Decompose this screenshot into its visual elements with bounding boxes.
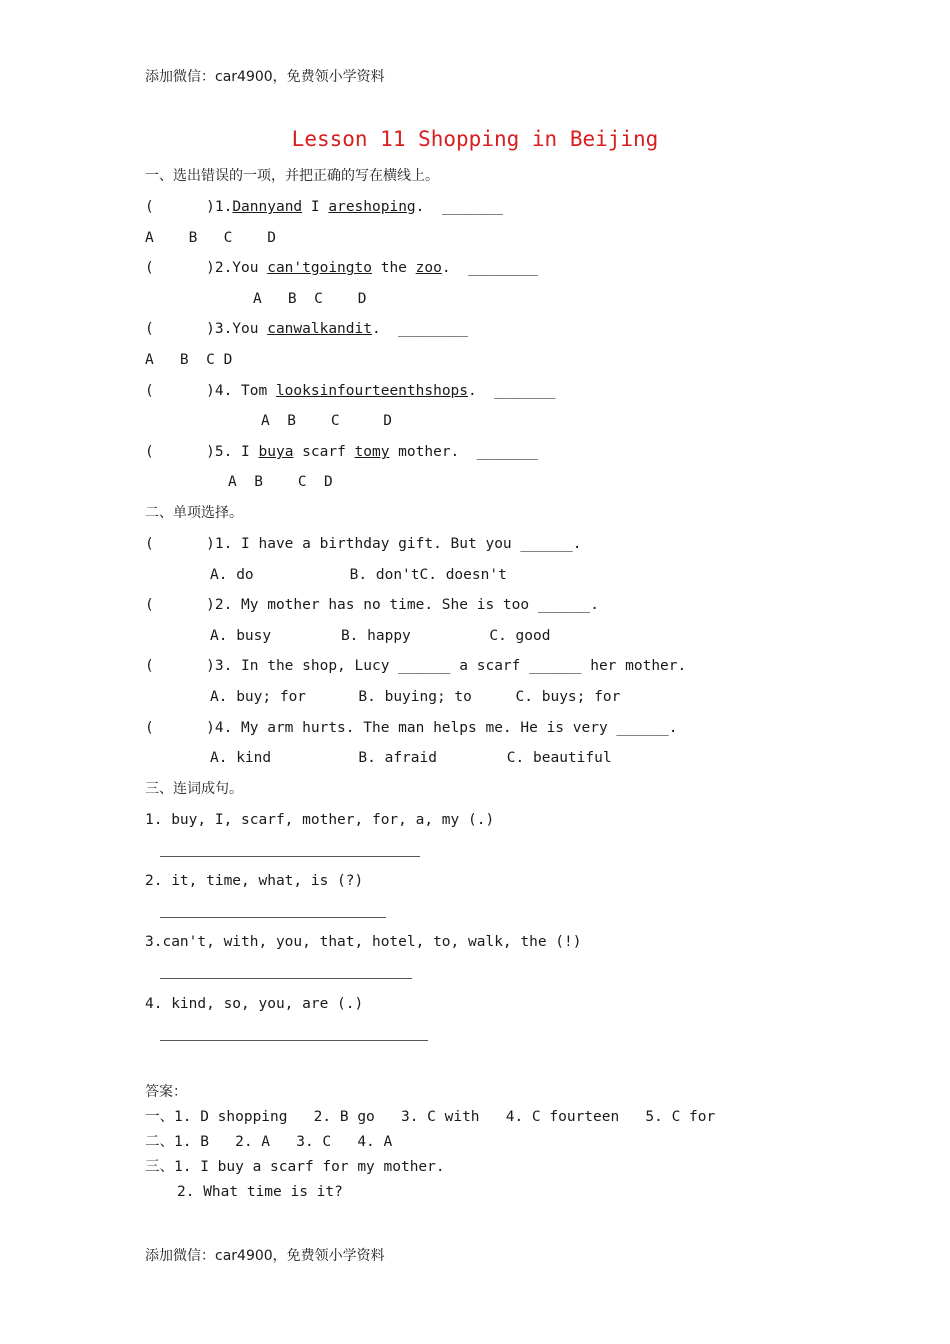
answer-blank: mother. _______	[389, 444, 538, 460]
answers-line-2: 二、1. B 2. A 3. C 4. A	[145, 1134, 393, 1150]
answers-line-4: 2. What time is it?	[177, 1184, 343, 1200]
part3-heading: 三、连词成句。	[145, 781, 243, 797]
underlined-segment-b: tomy	[354, 444, 390, 460]
part1-letters-2: A B C D	[253, 291, 367, 307]
part2-question-3: ( )3. In the shop, Lucy ______ a scarf ______ her mother.	[145, 658, 687, 674]
part2-question-1: ( )1. I have a birthday gift. But you ______.	[145, 536, 582, 552]
q-prefix: ( )1.	[145, 199, 233, 215]
answer-blank: . _______	[415, 199, 503, 215]
answer-line-1	[160, 856, 420, 857]
part1-letters-1: A B C D	[145, 230, 276, 246]
underlined-segment-a: canwalkandit	[267, 321, 372, 337]
q-text: I	[302, 199, 329, 215]
q-prefix: ( )3.You	[145, 321, 268, 337]
part1-question-2	[145, 259, 538, 277]
part2-question-2: ( )2. My mother has no time. She is too ______.	[145, 597, 599, 613]
answer-blank: . ________	[371, 321, 469, 337]
underlined-segment-b: areshoping	[328, 199, 416, 215]
part3-question-2: 2. it, time, what, is (?)	[145, 873, 364, 889]
underlined-segment-a: Dannyand	[232, 199, 303, 215]
part3-question-4: 4. kind, so, you, are (.)	[145, 996, 364, 1012]
part1-question-4	[145, 382, 555, 400]
part1-letters-5: A B C D	[228, 474, 333, 490]
part1-heading: 一、选出错误的一项，并把正确的写在横线上。	[145, 168, 439, 184]
part1-letters-3: A B C D	[145, 352, 233, 368]
answer-line-3	[160, 978, 412, 979]
part3-question-1: 1. buy, I, scarf, mother, for, a, my (.)	[145, 812, 495, 828]
part1-letters-4: A B C D	[261, 413, 392, 429]
underlined-segment-a: buya	[258, 444, 294, 460]
q-prefix: ( )4. Tom	[145, 383, 276, 399]
part2-question-4: ( )4. My arm hurts. The man helps me. He is very ______.	[145, 720, 678, 736]
underlined-segment-a: can'tgoingto	[267, 260, 372, 276]
underlined-segment-b: zoo	[415, 260, 442, 276]
answers-line-3: 三、1. I buy a scarf for my mother.	[145, 1159, 445, 1175]
answers-heading: 答案：	[145, 1084, 187, 1100]
answers-line-1: 一、1. D shopping 2. B go 3. C with 4. C fourteen 5. C for	[145, 1109, 716, 1125]
part2-options-3: A. buy; for B. buying; to C. buys; for	[210, 689, 621, 705]
part2-options-4: A. kind B. afraid C. beautiful	[210, 750, 612, 766]
answer-line-4	[160, 1040, 428, 1041]
part2-options-1: A. do B. don'tC. doesn't	[210, 567, 507, 583]
part1-question-1	[145, 198, 503, 216]
answer-blank: . ________	[441, 260, 538, 276]
part1-question-5	[145, 443, 538, 461]
part1-question-3	[145, 320, 468, 338]
answer-line-2	[160, 917, 386, 918]
q-text: the	[371, 260, 416, 276]
part2-options-2: A. busy B. happy C. good	[210, 628, 551, 644]
footer-note: 添加微信：car4900，免费领小学资料	[145, 1248, 385, 1264]
part3-question-3: 3.can't, with, you, that, hotel, to, walk, the (!)	[145, 934, 582, 950]
underlined-segment-a: looksinfourteenthshops	[275, 383, 469, 399]
answer-blank: . _______	[468, 383, 556, 399]
header-note: 添加微信：car4900，免费领小学资料	[145, 69, 385, 85]
q-prefix: ( )5. I	[145, 444, 259, 460]
q-text: scarf	[293, 444, 355, 460]
page-title: Lesson 11 Shopping in Beijing	[291, 127, 659, 151]
q-prefix: ( )2.You	[145, 260, 268, 276]
part2-heading: 二、单项选择。	[145, 505, 243, 521]
